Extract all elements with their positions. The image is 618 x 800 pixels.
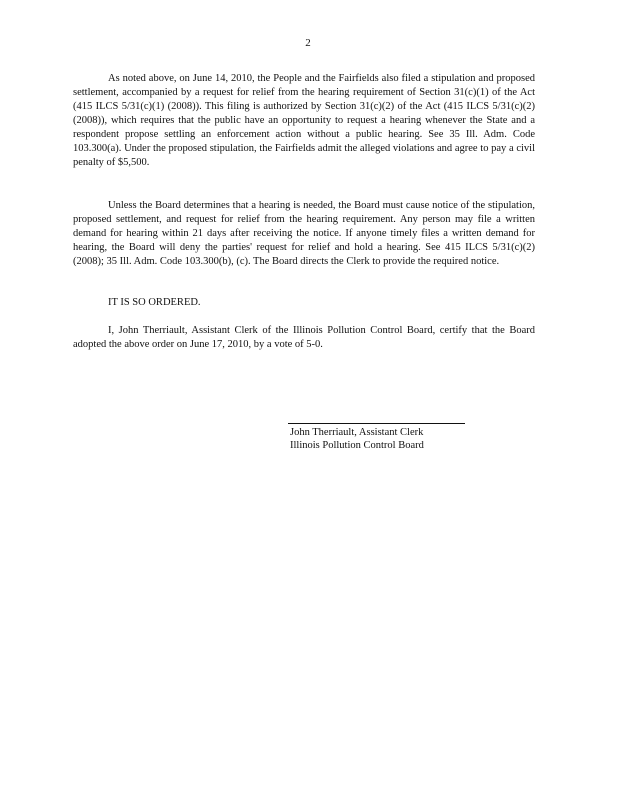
- signature-line: [288, 423, 465, 424]
- signature-organization: Illinois Pollution Control Board: [290, 440, 424, 451]
- paragraph-so-ordered: IT IS SO ORDERED.: [108, 297, 201, 308]
- page-number: 2: [305, 37, 311, 49]
- paragraph-stipulation-filing: As noted above, on June 14, 2010, the People and the Fairfields also filed a stipulation and proposed settlement, accompanied by a request for relief from the hearing requirement of Section 31(c)(1) of the Act (415 ILCS 5/31(c)(1) (2008)). This filing is authorized by Section 31(c)(2) of the Act (415 ILCS 5/31(c)(2) (2008)), which requires that the public have an opportunity to request a hearing whenever the State and a respondent propose settling an enforcement action without a public hearing. See 35 Ill. Adm. Code 103.300(a). Under the proposed stipulation, the Fairfields admit the alleged violations and agree to pay a civil penalty of $5,500.: [73, 73, 535, 168]
- paragraph-hearing-notice: Unless the Board determines that a hearing is needed, the Board must cause notice of the stipulation, proposed settlement, and request for relief from the hearing requirement. Any person may file a written demand for hearing within 21 days after receiving the notice. If anyone timely files a written demand for hearing, the Board will deny the parties' request for relief and hold a hearing. See 415 ILCS 5/31(c)(2) (2008); 35 Ill. Adm. Code 103.300(b), (c). The Board directs the Clerk to provide the required notice.: [73, 200, 535, 267]
- paragraph-certification: I, John Therriault, Assistant Clerk of the Illinois Pollution Control Board, certify that the Board adopted the above order on June 17, 2010, by a vote of 5-0.: [73, 325, 535, 350]
- signature-name-title: John Therriault, Assistant Clerk: [290, 427, 424, 438]
